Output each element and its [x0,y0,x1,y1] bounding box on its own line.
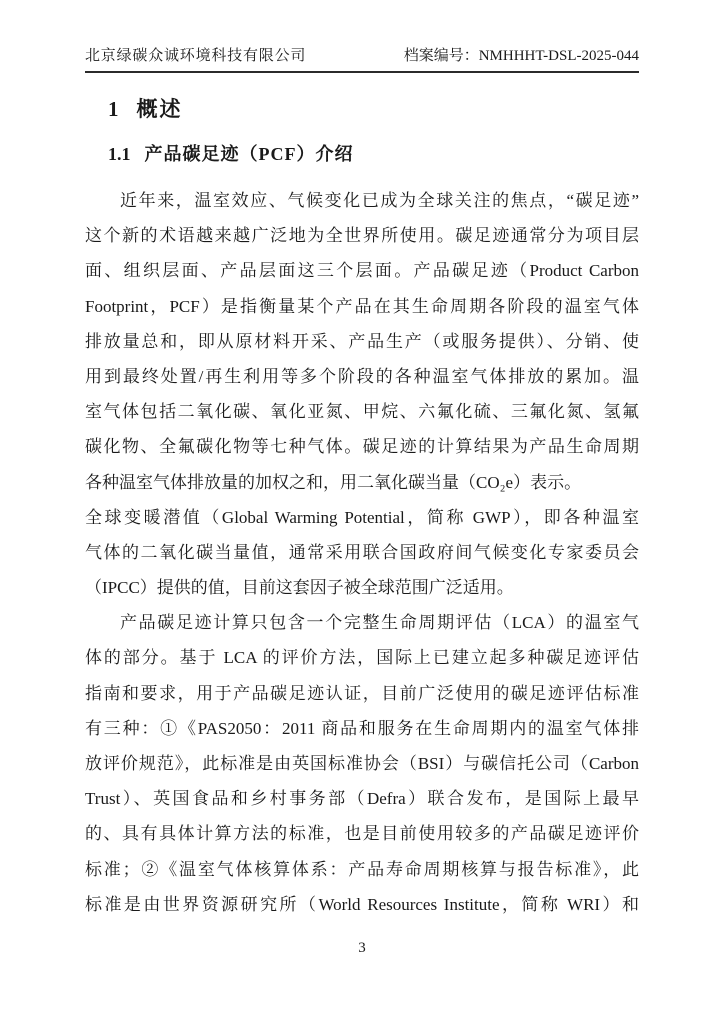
section-heading-1 [108,96,183,122]
doc-number-value: NMHHHT-DSL-2025-044 [478,48,639,64]
text-line: 标准是由世界资源研究所（World Resources Institute，简称 WRI）和 [85,894,639,914]
text-line: 体的部分。基于 LCA 的评价方法，国际上已建立起多种碳足迹评估 [85,648,639,668]
doc-number-label: 档案编号： [403,48,479,64]
page-number: 3 [358,940,366,956]
document-body [85,183,639,922]
text-line: 指南和要求，用于产品碳足迹认证，目前广泛使用的碳足迹评估标准 [85,683,639,703]
header-company-name: 北京绿碳众诚环境科技有限公司 [85,48,307,64]
text-line: 全球变暖潜值（Global Warming Potential，简称 GWP），即各种温室 [85,507,639,527]
text-line: Footprint，PCF）是指衡量某个产品在其生命周期各阶段的温室气体 [85,296,639,316]
text-line: 碳化物、全氟碳化物等七种气体。碳足迹的计算结果为产品生命周期 [85,437,639,457]
text-line: 气体的二氧化碳当量值，通常采用联合国政府间气候变化专家委员会 [85,542,639,562]
section-heading-1-1 [108,143,354,166]
text-line: 有三种：①《PAS2050：2011 商品和服务在生命周期内的温室气体排 [85,718,639,738]
text-line: 放评价规范》，此标准是由英国标准协会（BSI）与碳信托公司（Carbon [85,754,639,773]
page-header [85,46,639,73]
heading-1-number: 1 [108,97,119,121]
text-line: 产品碳足迹计算只包含一个完整生命周期评估（LCA）的温室气 [120,613,639,633]
text-line: 室气体包括二氧化碳、氧化亚氮、甲烷、六氟化硫、三氟化氮、氢氟 [85,402,639,422]
header-doc-number [404,46,639,66]
text-line: 用到最终处置/再生利用等多个阶段的各种温室气体排放的累加。温 [85,366,639,386]
text-line: 面、组织层面、产品层面这三个层面。产品碳足迹（Product Carbon [85,261,639,281]
text-line: Trust）、英国食品和乡村事务部（Defra）联合发布，是国际上最早 [85,789,639,809]
text-line: 各种温室气体排放量的加权之和，用二氧化碳当量（CO₂e）表示。 [85,472,582,492]
text-line: 排放量总和，即从原材料开采、产品生产（或服务提供）、分销、使 [85,331,639,351]
text-line: 近年来，温室效应、气候变化已成为全球关注的焦点，“碳足迹” [120,191,639,210]
text-line: 的、具有具体计算方法的标准，也是目前使用较多的产品碳足迹评价 [85,824,639,844]
text-line: 这个新的术语越来越广泛地为全世界所使用。碳足迹通常分为项目层 [85,226,639,246]
heading-1-1-title: 产品碳足迹（PCF）介绍 [144,144,354,164]
heading-1-title: 概述 [136,97,183,121]
text-line: （IPCC）提供的值，目前这套因子被全球范围广泛适用。 [85,578,514,598]
text-line: 标准；②《温室气体核算体系：产品寿命周期核算与报告标准》，此 [85,859,639,879]
heading-1-1-number: 1.1 [108,144,131,164]
